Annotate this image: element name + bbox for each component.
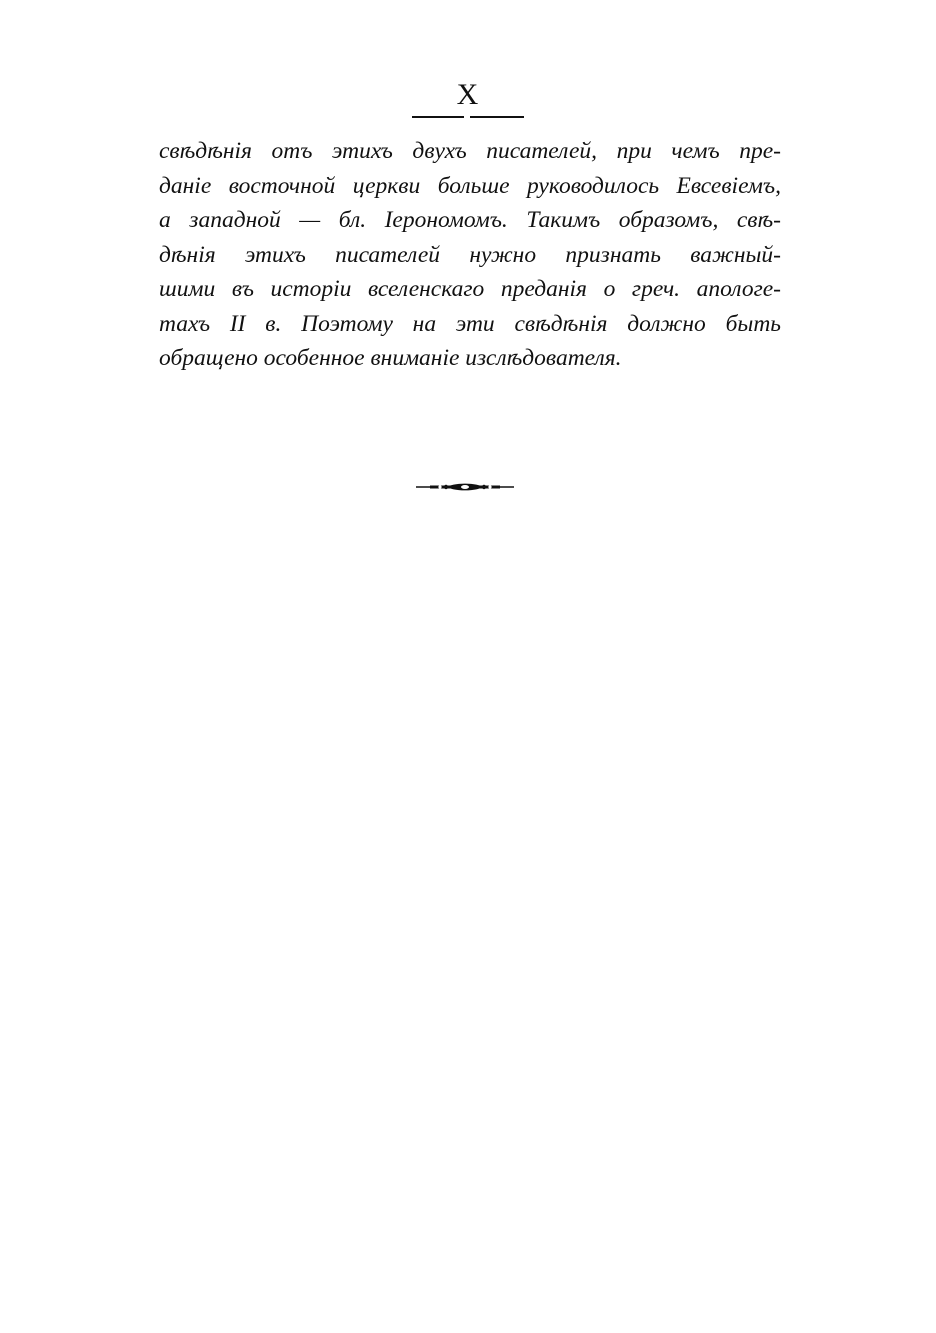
text-line: даніе восточной церкви больше руководилось Евсевіемъ,	[159, 172, 781, 199]
header-rule	[412, 116, 524, 118]
text-line: свѣдѣнія отъ этихъ двухъ писателей, при чемъ пре-	[159, 138, 781, 164]
body-paragraph	[159, 134, 781, 376]
page-header	[412, 78, 524, 112]
text-line: обращено особенное вниманіе изслѣдователя.	[159, 345, 622, 371]
text-line: тахъ II в. Поэтому на эти свѣдѣнія должно быть	[159, 310, 781, 337]
fleuron-divider-icon	[416, 480, 514, 494]
text-line: дѣнія этихъ писателей нужно признать важный-	[159, 241, 781, 268]
text-line: а западной — бл. Іерономомъ. Такимъ образомъ, свѣ-	[159, 207, 781, 233]
text-line: шими въ исторіи вселенскаго преданія о греч. апологе-	[159, 276, 781, 302]
page-number: X	[456, 78, 480, 111]
